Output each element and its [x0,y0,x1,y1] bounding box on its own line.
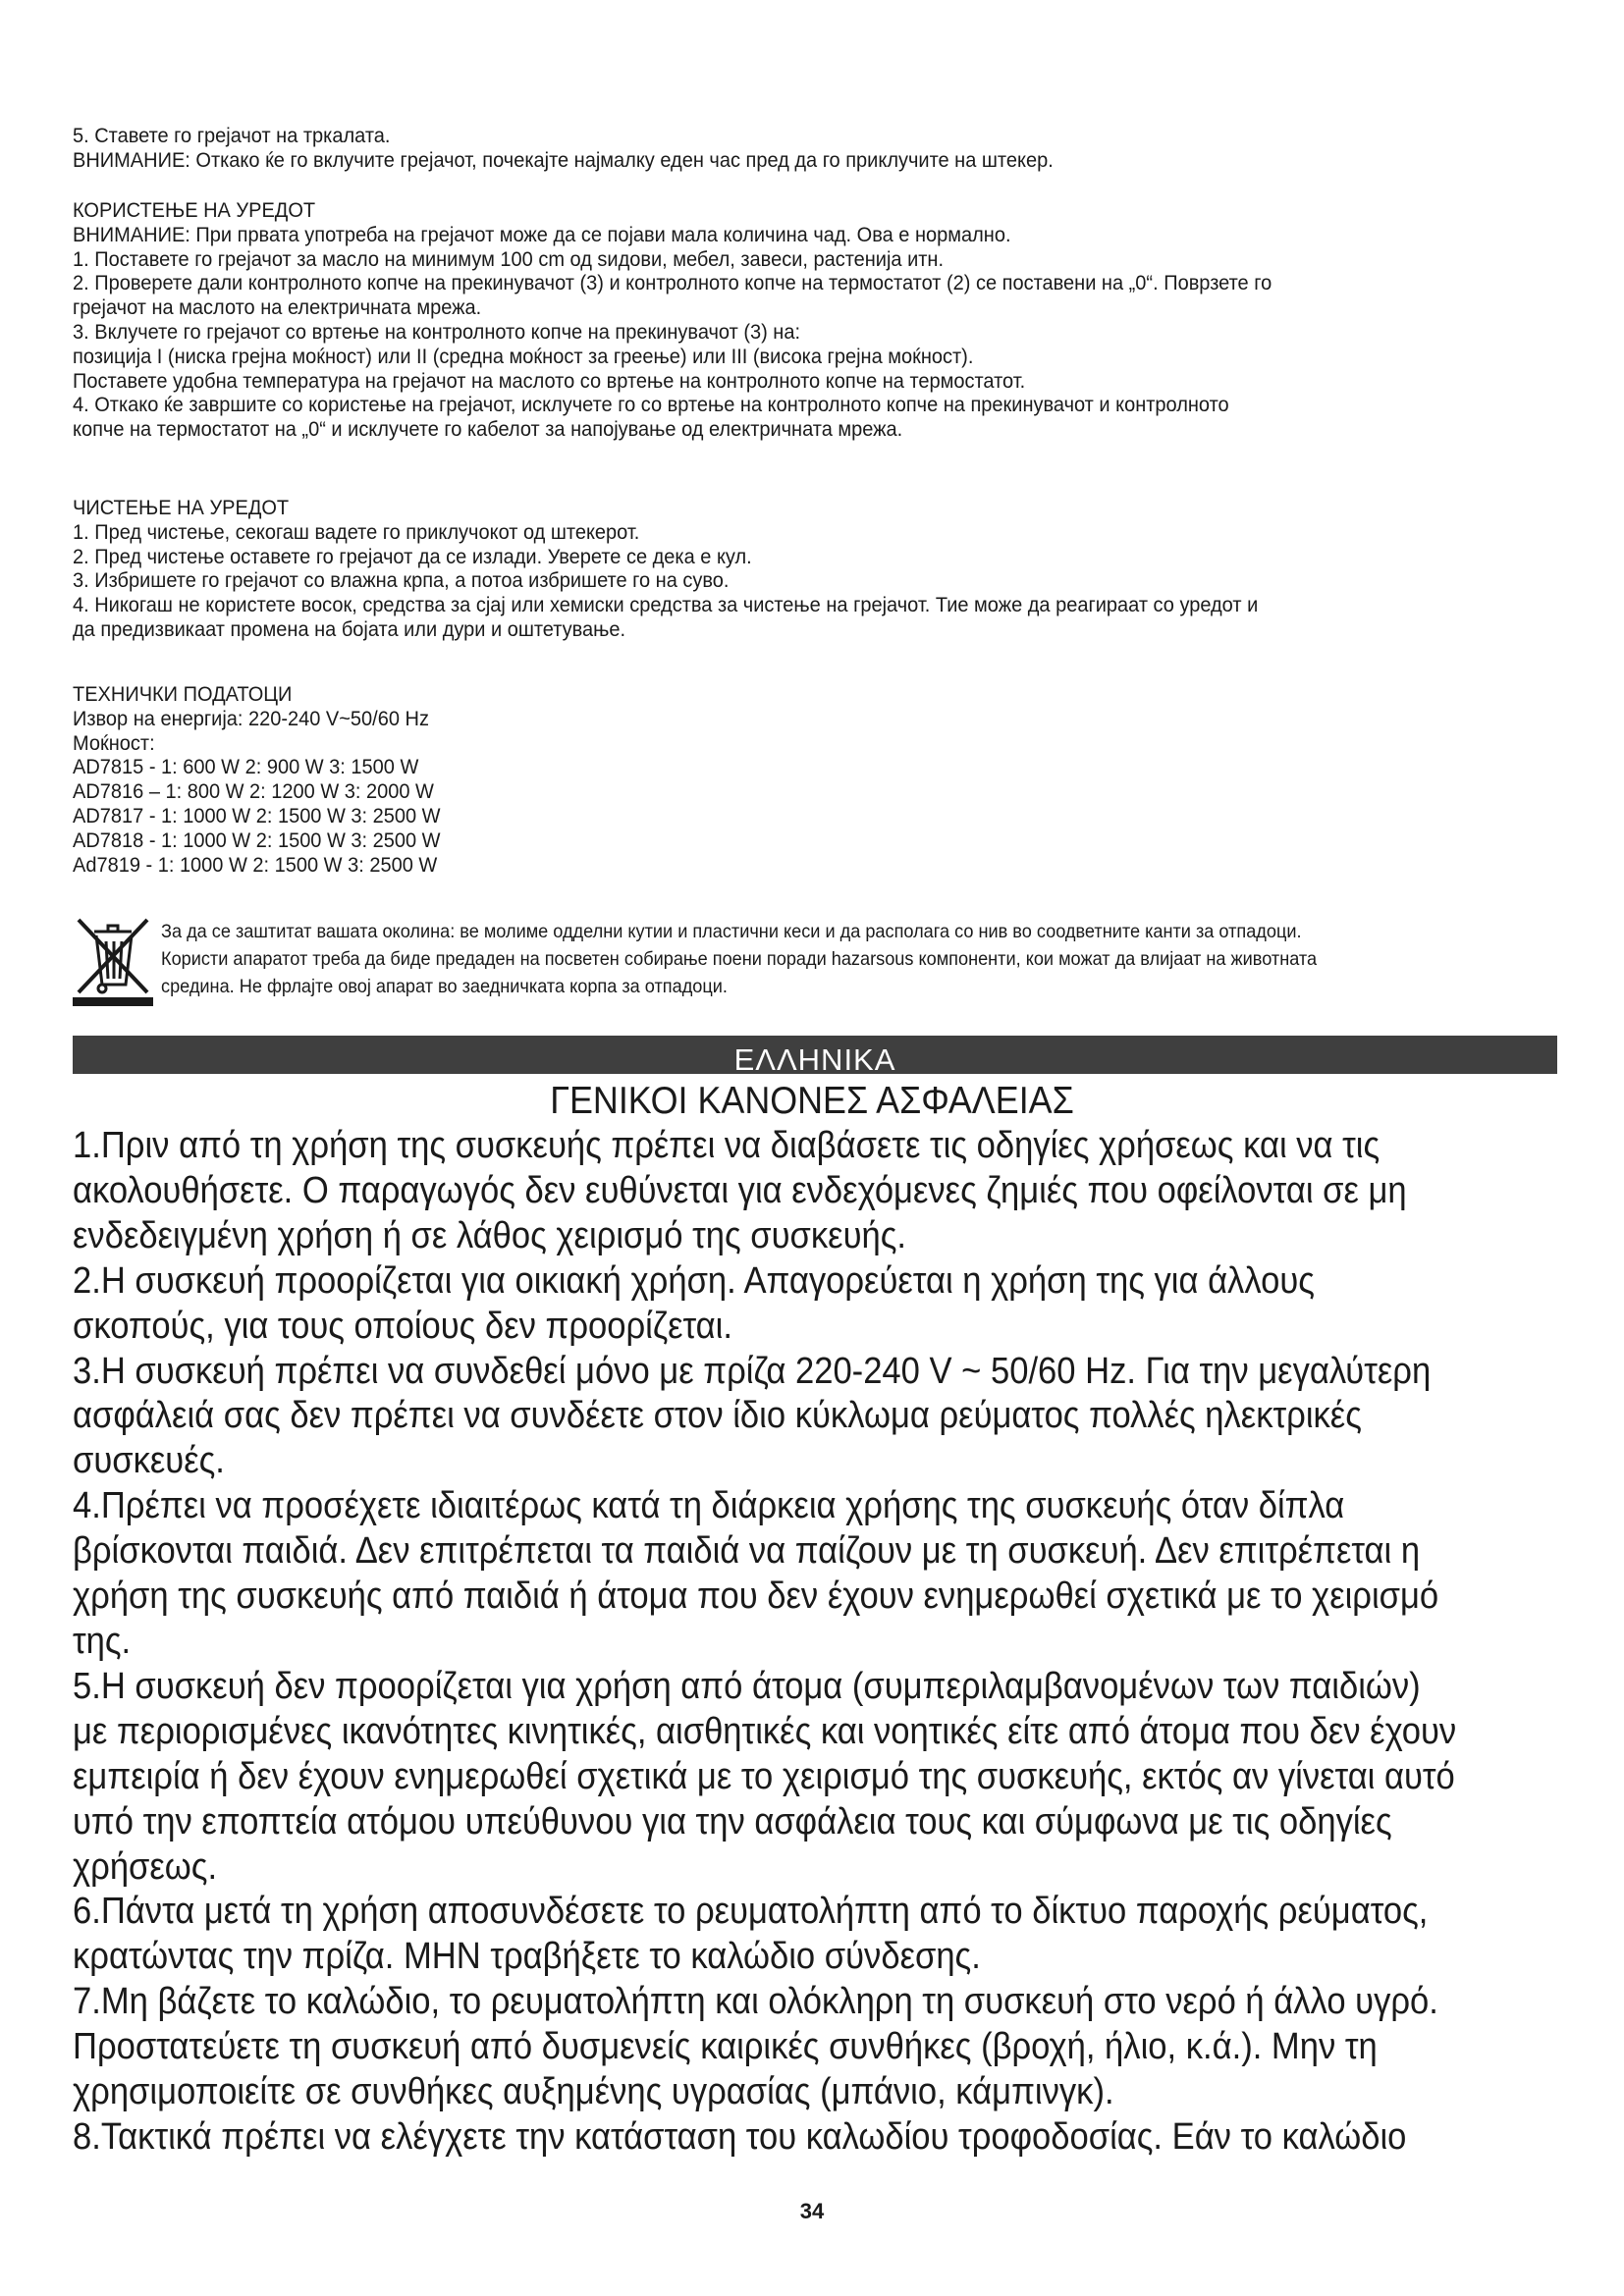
text-line: AD7816 – 1: 800 W 2: 1200 W 3: 2000 W [73,779,434,804]
greek-text-line: της. [73,1620,132,1662]
greek-text-line: σκοπούς, για τους οποίους δεν προορίζεται. [73,1305,732,1347]
text-line: ВНИМАНИЕ: При првата употреба на грејачот може да се појави мала количина чад. Ова е нормално. [73,222,1011,246]
greek-text-line: 3.Η συσκευή πρέπει να συνδεθεί μόνο με πρίζα 220-240 V ~ 50/60 Hz. Για την μεγαλύτερη [73,1350,1432,1392]
greek-text-line: 8.Τακτικά πρέπει να ελέγχετε την κατάσταση του καλωδίου τροφοδοσίας. Εάν το καλώδιο [73,2115,1407,2158]
mk-step5-block [73,124,1565,173]
text-line: AD7817 - 1: 1000 W 2: 1500 W 3: 2500 W [73,803,441,828]
greek-text-line: ενδεδειγμένη χρήση ή σε λάθος χειρισμό της συσκευής. [73,1214,907,1256]
greek-text-line: υπό την εποπτεία ατόμου υπεύθυνου για την ασφάλεια τους και σύμφωνα με τις οδηγίες [73,1800,1392,1842]
text-line: AD7815 - 1: 600 W 2: 900 W 3: 1500 W [73,755,419,779]
text-line: ТЕХНИЧКИ ПОДАТОЦИ [73,682,293,706]
text-line: ЧИСТЕЊЕ НА УРЕДОТ [73,496,290,519]
text-line: Моќност: [73,730,155,755]
weee-text-line: Користи апаратот треба да биде предаден на посветен собирање поени поради hazarsous компоненти, кои можат да влијаат на животната [161,948,1318,970]
greek-text-line: χρήση της συσκευής από παιδιά ή άτομα που δεν έχουν ενημερωθεί σχετικά με το χειρισμό [73,1575,1439,1618]
text-line: 3. Избришете го грејачот со влажна крпа, а потоа избришете го на суво. [73,568,730,593]
greek-text-line: 7.Μη βάζετε το καλώδιο, το ρευματολήπτη και ολόκληρη τη συσκευή στο νερό ή άλλο υγρό. [73,1981,1438,2023]
text-line: КОРИСТЕЊЕ НА УРЕДОТ [73,198,316,222]
greek-text-line: Προστατεύετε τη συσκευή από δυσμενείς καιρικές συνθήκες (βροχή, ήλιο, κ.ά.). Μην τη [73,2026,1378,2068]
greek-text-line: χρήσεως. [73,1845,218,1888]
text-line: 1. Поставете го грејачот за масло на минимум 100 cm од ѕидови, мебел, завеси, растенија итн. [73,246,945,271]
text-line: 2. Пред чистење оставете го грејачот да се излади. Уверете се дека е кул. [73,544,752,568]
greek-text-line: 1.Πριν από τη χρήση της συσκευής πρέπει να διαβάσετε τις οδηγίες χρήσεως και να τις [73,1125,1380,1166]
text-line: 3. Вклучете го грејачот со вртење на контролното копче на прекинувачот (3) на: [73,319,801,344]
greek-text-line: κρατώντας την πρίζα. ΜΗΝ τραβήξετε το καλώδιο σύνδεσης. [73,1936,981,1978]
text-line: Поставете удобна температура на грејачот на маслото со вртење на контролното копче на термостатот. [73,368,1026,393]
greek-text-line: 4.Πρέπει να προσέχετε ιδιαιτέρως κατά τη διάρκεια χρήσης της συσκευής όταν δίπλα [73,1485,1345,1527]
weee-notice [73,914,1565,1006]
text-line: да предизвикаат промена на бојата или дури и оштетување. [73,616,626,641]
text-line: ВНИМАНИЕ: Откако ќе го вклучите грејачот, почекајте најмалку еден час пред да го приклучите на штекер. [73,147,1054,172]
text-line: 4. Откако ќе завршите со користење на грејачот, исклучете го со вртење на контролното копче на прекинувачот и контролното [73,393,1229,417]
greek-text-line: ακολουθήσετε. Ο παραγωγός δεν ευθύνεται για ενδεχόμενες ζημιές που οφείλονται σε μη [73,1169,1407,1211]
greek-text-line: 2.Η συσκευή προορίζεται για οικιακή χρήση. Απαγορεύεται η χρήση της για άλλους [73,1259,1315,1302]
greek-text-line: 5.Η συσκευή δεν προορίζεται για χρήση από άτομα (συμπεριλαμβανομένων των παιδιών) [73,1665,1421,1707]
language-label: ΕΛΛΗΝΙΚΑ [733,1042,896,1077]
greek-safety-rules [73,1124,1565,2161]
text-line: грејачот на маслото на електричната мрежа. [73,295,482,320]
greek-text-line: βρίσκονται παιδιά. Δεν επιτρέπεται τα παιδιά να παίζουν με τη συσκευή. Δεν επιτρέπεται η [73,1530,1421,1573]
greek-text-line: 6.Πάντα μετά τη χρήση αποσυνδέσετε το ρευματολήπτη από το δίκτυο παροχής ρεύματος, [73,1891,1429,1933]
text-line: 1. Пред чистење, секогаш вадете го приклучокот од штекерот. [73,519,640,544]
text-line: 5. Ставете го грејачот на тркалата. [73,124,391,147]
text-line: позиција I (ниска грејна моќност) или II (средна моќност за греење) или III (висока грејна моќност). [73,344,974,368]
greek-text-line: ασφάλειά σας δεν πρέπει να συνδέετε στον ίδιο κύκλωμα ρεύματος πολλές ηλεκτρικές [73,1395,1362,1437]
greek-text-line: εμπειρία ή δεν έχουν ενημερωθεί σχετικά με το χειρισμό της συσκευής, εκτός αν γίνεται αυτό [73,1755,1455,1797]
mk-tech-data-section [73,682,1565,877]
text-line: копче на термостатот на „0“ и исклучете го кабелот за напојување од електричната мрежа. [73,417,903,442]
text-line: 4. Никогаш не користете восок, средства за сјај или хемиски средства за чистење на грејачот. Тие може да реагираат со уредот и [73,593,1259,617]
text-line: Ad7819 - 1: 1000 W 2: 1500 W 3: 2500 W [73,852,438,877]
greek-text-line: με περιορισμένες ικανότητες κινητικές, αισθητικές και νοητικές είτε από άτομα που δεν έχουν [73,1710,1457,1752]
weee-text-line: средина. Не фрлајте овој апарат во заедничката корпа за отпадоци. [161,976,728,997]
mk-usage-section [73,198,1565,442]
text-line: 2. Проверете дали контролното копче на прекинувачот (3) и контролното копче на термостатот (2) се поставени на „0“. Поврзете го [73,271,1272,295]
text-line: Извор на енергија: 220-240 V~50/60 Hz [73,706,429,730]
text-line: AD7818 - 1: 1000 W 2: 1500 W 3: 2500 W [73,828,441,852]
mk-cleaning-section [73,496,1565,642]
greek-text-line: χρησιμοποιείτε σε συνθήκες αυξημένης υγρασίας (μπάνιο, κάμπινγκ). [73,2071,1114,2113]
crossed-out-wheelie-bin-icon [73,914,153,1006]
greek-safety-title: ΓΕΝΙΚΟΙ ΚΑΝΟΝΕΣ ΑΣΦΑΛΕΙΑΣ [550,1080,1074,1122]
page-number: 34 [799,2199,825,2223]
greek-text-line: συσκευές. [73,1440,225,1482]
language-band-greek [73,1036,1557,1077]
weee-text-line: За да се заштитат вашата околина: ве молиме одделни кутии и пластични кеси и да располага со нив во соодветните канти за отпадоци. [161,921,1302,942]
